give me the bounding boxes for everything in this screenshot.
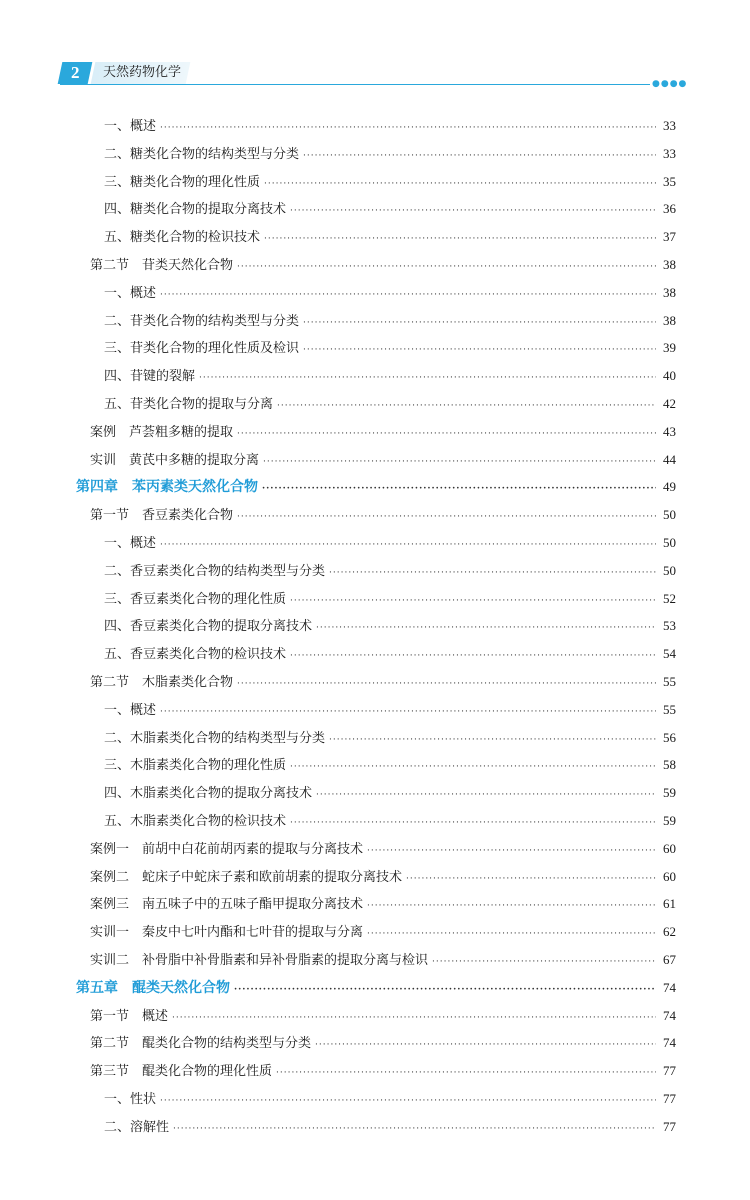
toc-subsection-entry[interactable] [104,334,676,362]
toc-entry-title: 案例一 前胡中白花前胡丙素的提取与分离技术 [90,841,364,857]
toc-subsection-entry[interactable] [104,807,676,835]
toc-entry-title: 四、香豆素类化合物的提取分离技术 [104,619,313,635]
toc-subsection-entry[interactable] [104,195,676,223]
toc-entry-page-number: 74 [663,1007,676,1023]
toc-leader-dots [290,809,656,837]
toc-section-entry[interactable] [90,835,676,863]
toc-entry-title: 一、性状 [104,1092,157,1107]
toc-section-entry[interactable] [90,863,676,891]
toc-entry-page-number: 50 [663,507,676,523]
toc-entry-page-number: 40 [663,368,676,384]
toc-subsection-entry[interactable] [104,112,676,140]
toc-entry-title: 第二节 木脂素类化合物 [90,675,234,690]
toc-entry-title: 案例二 蛇床子中蛇床子素和欧前胡素的提取分离技术 [90,869,403,885]
toc-leader-dots [276,1059,656,1087]
toc-entry-title: 二、木脂素类化合物的结构类型与分类 [104,730,326,746]
toc-subsection-entry[interactable] [104,640,676,668]
toc-section-entry[interactable] [90,946,676,974]
toc-entry-title: 第四章 苯丙素类天然化合物 [76,479,258,496]
toc-entry-title: 第二节 醌类化合物的结构类型与分类 [90,1036,312,1052]
toc-leader-dots [263,448,656,476]
toc-entry-title: 实训一 秦皮中七叶内酯和七叶苷的提取与分离 [90,925,364,941]
toc-leader-dots [303,309,656,337]
toc-entry-page-number: 77 [663,1091,676,1106]
toc-section-entry[interactable] [90,1002,676,1030]
page-header [0,0,750,90]
toc-entry-title: 第一节 香豆素类化合物 [90,508,234,524]
toc-entry-title: 五、香豆素类化合物的检识技术 [104,647,287,663]
toc-subsection-entry[interactable] [104,529,676,557]
page-number: 2 [70,63,80,82]
toc-entry-page-number: 67 [663,952,676,967]
toc-section-entry[interactable] [90,918,676,946]
toc-entry-page-number: 60 [663,868,676,884]
toc-leader-dots [160,698,656,726]
toc-entry-title: 四、糖类化合物的提取分离技术 [104,202,287,218]
toc-subsection-entry[interactable] [104,140,676,168]
toc-section-entry[interactable] [90,501,676,529]
toc-entry-page-number: 38 [663,284,676,300]
toc-entry-title: 三、香豆素类化合物的理化性质 [104,591,287,607]
toc-entry-title: 二、溶解性 [104,1119,170,1135]
toc-entry-title: 三、苷类化合物的理化性质及检识 [104,341,300,357]
toc-subsection-entry[interactable] [104,1113,676,1141]
toc-entry-page-number: 55 [663,701,676,717]
toc-subsection-entry[interactable] [104,223,676,251]
toc-entry-page-number: 42 [663,396,676,411]
toc-subsection-entry[interactable] [104,696,676,724]
toc-entry-page-number: 36 [663,201,676,217]
toc-leader-dots [172,1004,656,1032]
toc-entry-page-number: 52 [663,590,676,606]
toc-leader-dots [290,587,656,615]
toc-entry-page-number: 61 [663,896,676,912]
toc-entry-title: 五、苷类化合物的提取与分离 [104,397,274,412]
toc-entry-title: 一、概述 [104,702,157,718]
toc-leader-dots [237,503,656,531]
toc-entry-page-number: 59 [663,813,676,828]
toc-subsection-entry[interactable] [104,307,676,335]
toc-entry-title: 四、苷键的裂解 [104,369,196,385]
toc-subsection-entry[interactable] [104,751,676,779]
toc-section-entry[interactable] [90,418,676,446]
toc-entry-title: 二、苷类化合物的结构类型与分类 [104,313,300,329]
toc-subsection-entry[interactable] [104,612,676,640]
toc-entry-title: 第三节 醌类化合物的理化性质 [90,1064,273,1080]
toc-leader-dots [406,865,656,893]
toc-entry-title: 三、糖类化合物的理化性质 [104,174,261,190]
toc-entry-title: 第二节 苷类天然化合物 [90,258,234,273]
toc-entry-page-number: 62 [663,924,676,940]
toc-leader-dots [315,1031,656,1059]
toc-entry-title: 第五章 醌类天然化合物 [76,979,230,996]
toc-entry-title: 实训 黄芪中多糖的提取分离 [90,452,260,468]
toc-entry-page-number: 35 [663,173,676,189]
toc-entry-page-number: 37 [663,229,676,245]
toc-entry-page-number: 56 [663,729,676,745]
toc-entry-title: 二、糖类化合物的结构类型与分类 [104,146,300,162]
toc-entry-page-number: 77 [663,1118,676,1134]
toc-subsection-entry[interactable] [104,724,676,752]
toc-entry-page-number: 53 [663,618,676,634]
toc-section-entry[interactable] [90,668,676,696]
toc-entry-title: 一、概述 [104,536,157,551]
toc-entry-page-number: 49 [663,479,676,495]
toc-entry-title: 五、糖类化合物的检识技术 [104,230,261,246]
toc-leader-dots [237,253,656,281]
toc-entry-title: 三、木脂素类化合物的理化性质 [104,758,287,774]
toc-leader-dots [264,225,656,253]
toc-leader-dots [199,364,656,392]
toc-leader-dots [237,420,656,448]
toc-entry-title: 第一节 概述 [90,1008,169,1024]
toc-subsection-entry[interactable] [104,1085,676,1113]
toc-leader-dots [329,726,656,754]
toc-subsection-entry[interactable] [104,557,676,585]
toc-entry-page-number: 54 [663,646,676,662]
toc-subsection-entry[interactable] [104,779,676,807]
toc-subsection-entry[interactable] [104,279,676,307]
toc-entry-page-number: 50 [663,535,676,550]
page-number-badge [58,62,93,84]
toc-chapter-entry[interactable] [76,974,676,1002]
toc-subsection-entry[interactable] [104,362,676,390]
toc-entry-page-number: 74 [663,1035,676,1051]
toc-leader-dots [290,642,656,670]
toc-entry-page-number: 33 [663,118,676,133]
toc-section-entry[interactable] [90,251,676,279]
toc-leader-dots [367,892,656,920]
toc-entry-title: 五、木脂素类化合物的检识技术 [104,814,287,829]
toc-leader-dots [367,920,656,948]
toc-leader-dots [316,781,656,809]
toc-leader-dots [173,1115,656,1143]
toc-entry-page-number: 77 [663,1063,676,1079]
toc-entry-page-number: 74 [663,979,676,995]
toc-entry-page-number: 50 [663,562,676,578]
toc-entry-title: 一、概述 [104,285,157,301]
toc-section-entry[interactable] [90,890,676,918]
toc-entry-title: 四、木脂素类化合物的提取分离技术 [104,786,313,802]
toc-entry-page-number: 33 [663,145,676,161]
toc-leader-dots [367,837,656,865]
toc-leader-dots [277,392,656,420]
header-rule [60,84,650,85]
header-dots-icon: ●●●● [652,79,688,89]
toc-entry-page-number: 58 [663,757,676,773]
toc-leader-dots [237,670,656,698]
toc-section-entry[interactable] [90,1057,676,1085]
toc-entry-title: 案例三 南五味子中的五味子酯甲提取分离技术 [90,897,364,913]
toc-entry-page-number: 39 [663,340,676,356]
toc-entry-page-number: 44 [663,451,676,467]
toc-entry-page-number: 38 [663,257,676,272]
toc-leader-dots [290,753,656,781]
toc-entry-title: 一、概述 [104,119,157,134]
toc-leader-dots [160,281,656,309]
toc-leader-dots [316,614,656,642]
toc-leader-dots [432,948,656,976]
toc-subsection-entry[interactable] [104,585,676,613]
toc-entry-page-number: 43 [663,423,676,439]
toc-section-entry[interactable] [90,446,676,474]
toc-leader-dots [290,197,656,225]
toc-section-entry[interactable] [90,1029,676,1057]
toc-entry-title: 案例 芦荟粗多糖的提取 [90,424,234,440]
toc-entry-title: 实训二 补骨脂中补骨脂素和异补骨脂素的提取分离与检识 [90,953,429,968]
toc-leader-dots [160,1087,656,1115]
toc-entry-page-number: 38 [663,312,676,328]
toc-leader-dots [264,170,656,198]
book-title: 天然药物化学 [103,65,182,80]
toc-leader-dots [329,559,656,587]
toc-leader-dots [303,336,656,364]
toc-leader-dots [262,475,656,503]
toc-leader-dots [160,114,656,142]
toc-entry-page-number: 55 [663,674,676,689]
toc-subsection-entry[interactable] [104,168,676,196]
toc-chapter-entry[interactable] [76,473,676,501]
toc-leader-dots [303,142,656,170]
toc-leader-dots [234,976,656,1004]
toc-leader-dots [160,531,656,559]
toc-entry-page-number: 60 [663,840,676,856]
toc-entry-title: 二、香豆素类化合物的结构类型与分类 [104,563,326,579]
toc-entry-page-number: 59 [663,785,676,801]
toc-subsection-entry[interactable] [104,390,676,418]
